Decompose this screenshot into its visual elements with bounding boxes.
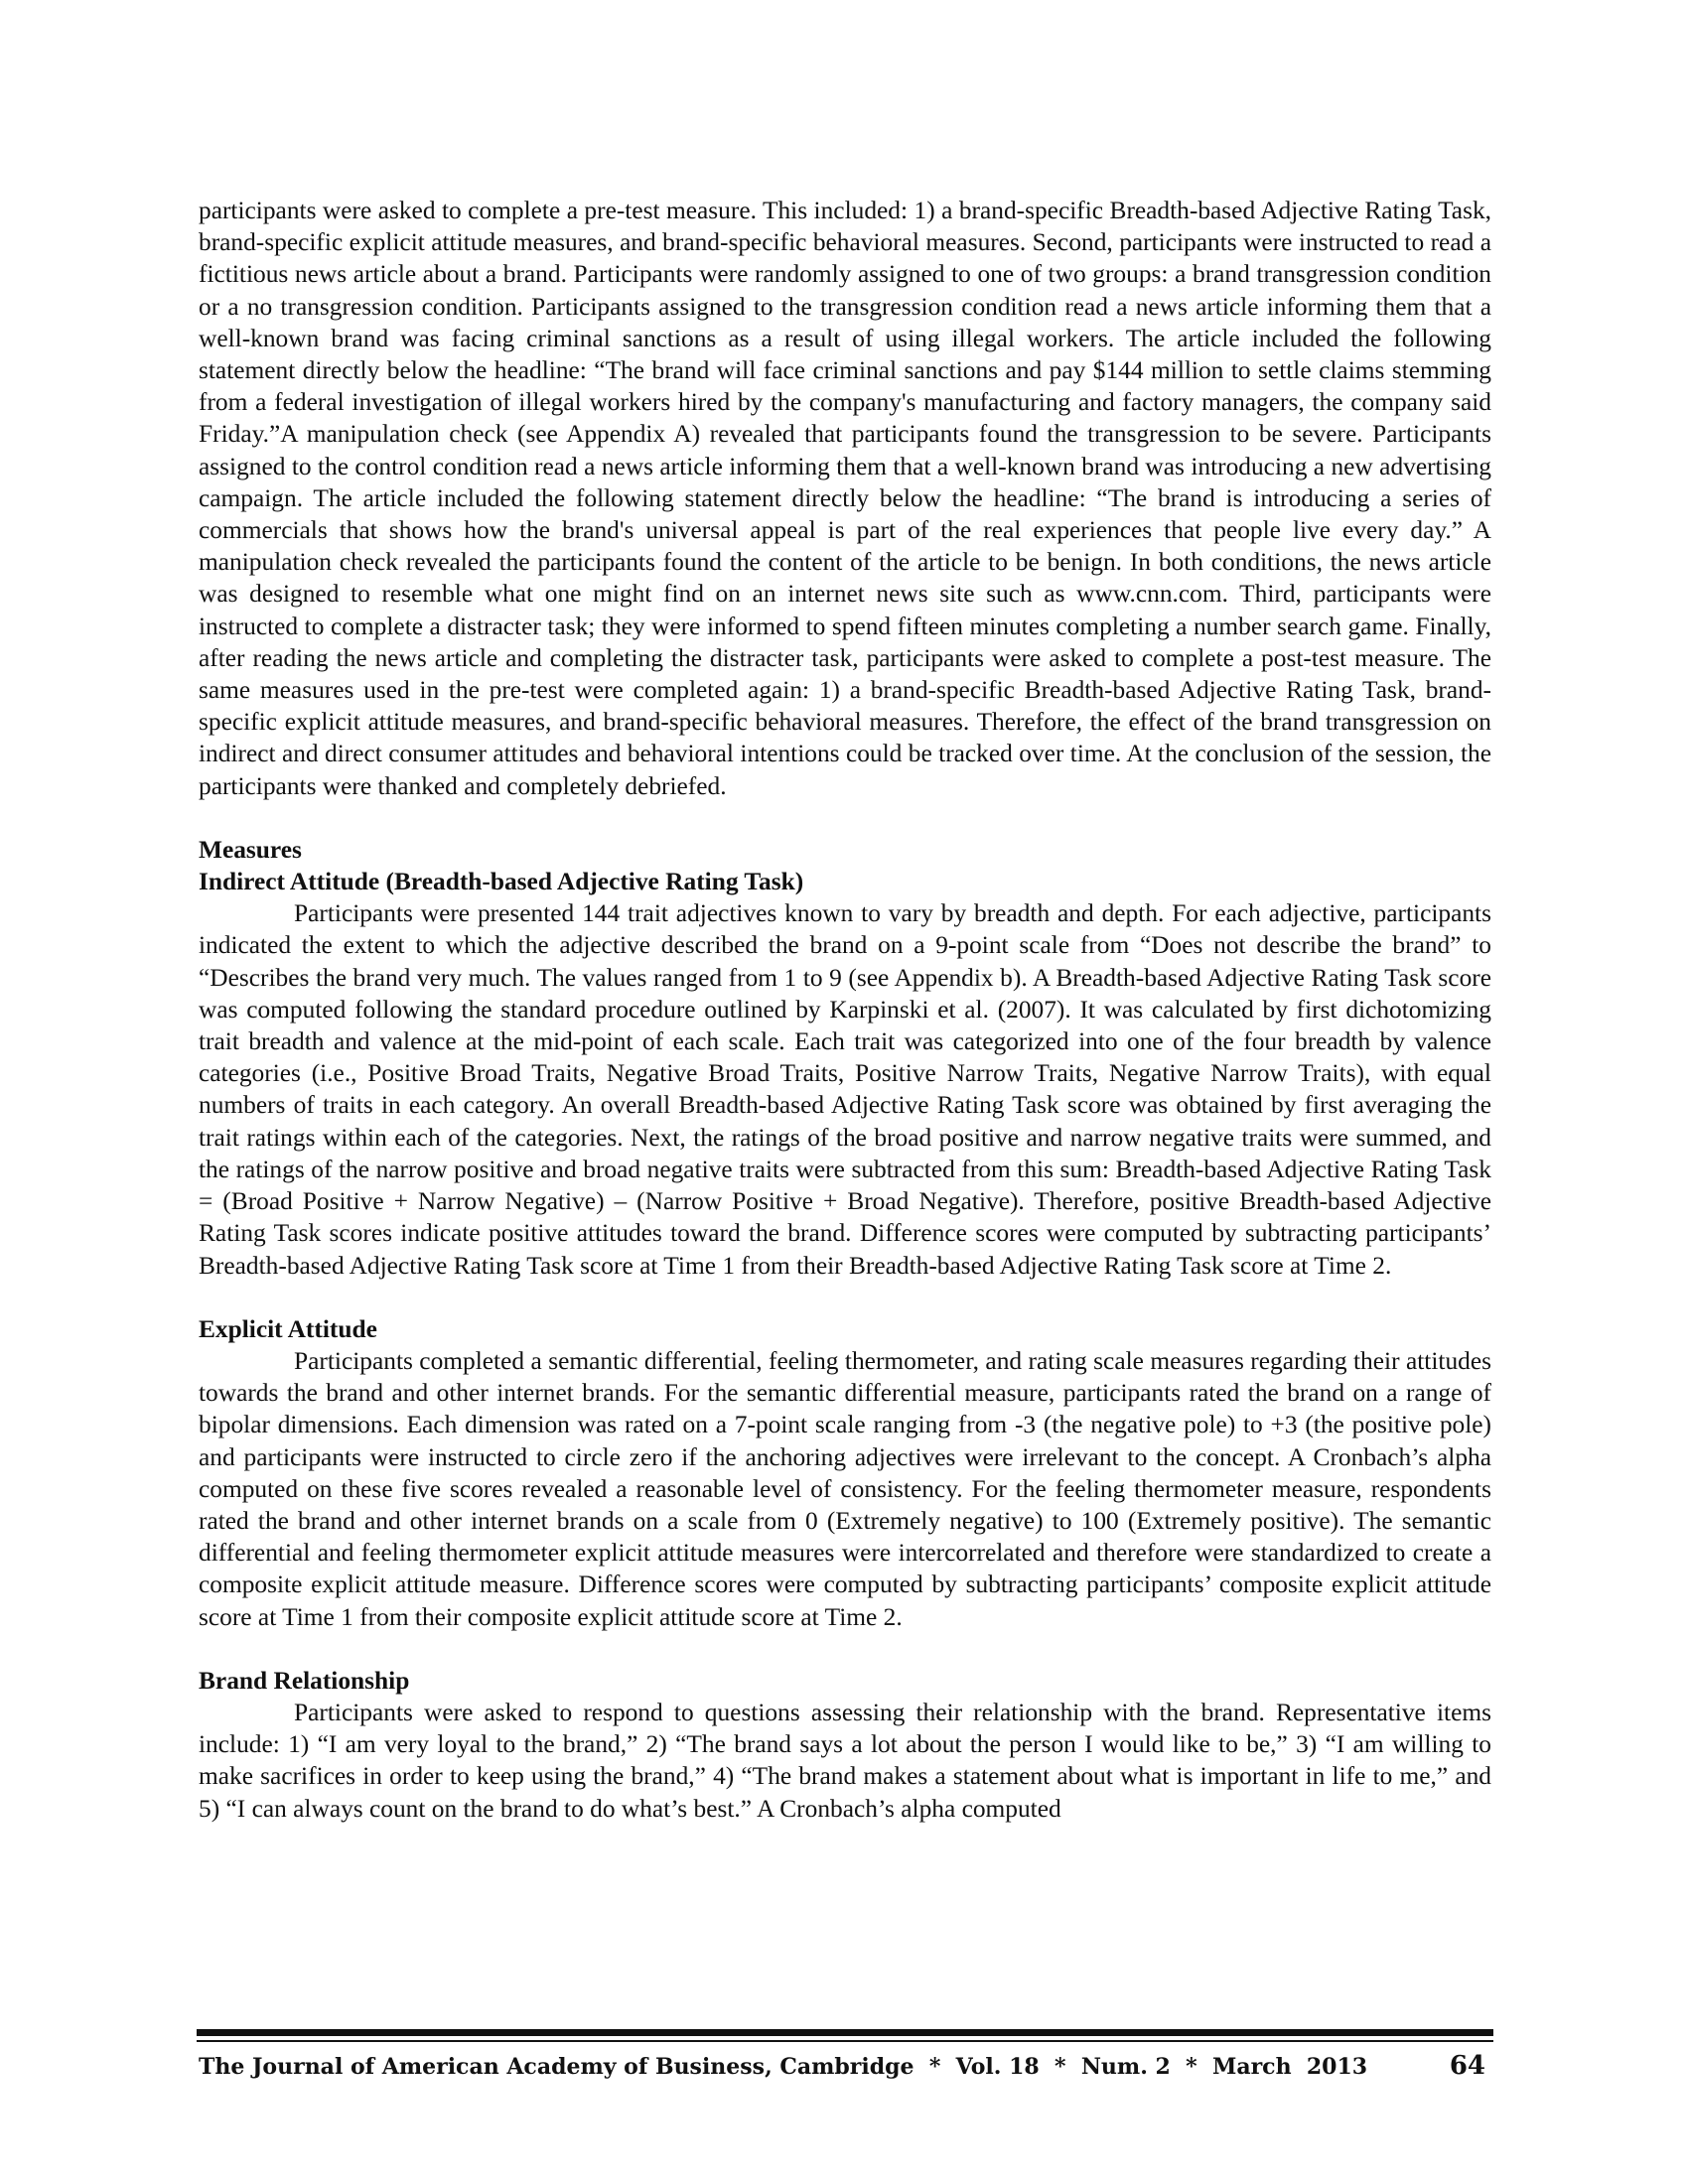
- journal-footer: The Journal of American Academy of Business, Cambridge * Vol. 18 * Num. 2 * March 2013: [199, 2054, 1368, 2080]
- indirect-attitude-paragraph: Participants were presented 144 trait adjectives known to vary by breadth and depth. For each adjective, participants indicated the extent to which the adjective described the brand on a 9-point scale from “Does not describe the brand” to “Describes the brand very much. The values ranged from 1 to 9 (see Appendix b). A Breadth-based Adjective Rating Task score was computed following the standard procedure outlined by Karpinski et al. (2007). It was calculated by first dichotomizing trait breadth and valence at the mid-point of each scale. Each trait was categorized into one of the four breadth by valence categories (i.e., Positive Broad Traits, Negative Broad Traits, Positive Narrow Traits, Negative Narrow Traits), with equal numbers of traits in each category. An overall Breadth-based Adjective Rating Task score was obtained by first averaging the trait ratings within each of the categories. Next, the ratings of the broad positive and narrow negative traits were summed, and the ratings of the narrow positive and broad negative traits were subtracted from this sum: Breadth-based Adjective Rating Task = (Broad Positive + Narrow Negative) – (Narrow Positive + Broad Negative). Therefore, positive Breadth-based Adjective Rating Task scores indicate positive attitudes toward the brand. Difference scores were computed by subtracting participants’ Breadth-based Adjective Rating Task score at Time 1 from their Breadth-based Adjective Rating Task score at Time 2.: [199, 899, 1491, 1280]
- footer-rule-thin: [197, 2040, 1493, 2042]
- spacer: [199, 1633, 1491, 1665]
- explicit-attitude-paragraph: Participants completed a semantic differential, feeling thermometer, and rating scale measures regarding their attitudes towards the brand and other internet brands. For the semantic differential measure, participants rated the brand on a range of bipolar dimensions. Each dimension was rated on a 7-point scale ranging from -3 (the negative pole) to +3 (the positive pole) and participants were instructed to circle zero if the anchoring adjectives were irrelevant to the concept. A Cronbach’s alpha computed on these five scores revealed a reasonable level of consistency. For the feeling thermometer measure, respondents rated the brand and other internet brands on a scale from 0 (Extremely negative) to 100 (Extremely positive). The semantic differential and feeling thermometer explicit attitude measures were intercorrelated and therefore were standardized to create a composite explicit attitude measure. Difference scores were computed by subtracting participants’ composite explicit attitude score at Time 1 from their composite explicit attitude score at Time 2.: [199, 1346, 1491, 1631]
- page-number: 64: [1449, 2051, 1485, 2081]
- article-body: [199, 195, 1491, 1825]
- subsection-heading-indirect-attitude: Indirect Attitude (Breadth-based Adjective Rating Task): [199, 868, 804, 896]
- brand-relationship-paragraph: Participants were asked to respond to questions assessing their relationship with the brand. Representative items include: 1) “I am very loyal to the brand,” 2) “The brand says a lot about the person I would like to be,” 3) “I am willing to make sacrifices in order to keep using the brand,” 4) “The brand makes a statement about what is important in life to me,” and 5) “I can always count on the brand to do what’s best.” A Cronbach’s alpha computed: [199, 1698, 1491, 1823]
- method-procedure-paragraph: participants were asked to complete a pre-test measure. This included: 1) a brand-specific Breadth-based Adjective Rating Task, brand-specific explicit attitude measures, and brand-specific behavioral measures. Second, participants were instructed to read a fictitious news article about a brand. Participants were randomly assigned to one of two groups: a brand transgression condition or a no transgression condition. Participants assigned to the transgression condition read a news article informing them that a well-known brand was facing criminal sanctions as a result of using illegal workers. The article included the following statement directly below the headline: “The brand will face criminal sanctions and pay $144 million to settle claims stemming from a federal investigation of illegal workers hired by the company's manufacturing and factory managers, the company said Friday.”A manipulation check (see Appendix A) revealed that participants found the transgression to be severe. Participants assigned to the control condition read a news article informing them that a well-known brand was introducing a new advertising campaign. The article included the following statement directly below the headline: “The brand is introducing a series of commercials that shows how the brand's universal appeal is part of the real experiences that people live every day.” A manipulation check revealed the participants found the content of the article to be benign. In both conditions, the news article was designed to resemble what one might find on an internet news site such as www.cnn.com. Third, participants were instructed to complete a distracter task; they were informed to spend fifteen minutes completing a number search game. Finally, after reading the news article and completing the distracter task, participants were asked to complete a post-test measure. The same measures used in the pre-test were completed again: 1) a brand-specific Breadth-based Adjective Rating Task, brand-specific explicit attitude measures, and brand-specific behavioral measures. Therefore, the effect of the brand transgression on indirect and direct consumer attitudes and behavioral intentions could be tracked over time. At the conclusion of the session, the participants were thanked and completely debriefed.: [199, 197, 1491, 800]
- subsection-heading-explicit-attitude: Explicit Attitude: [199, 1314, 377, 1343]
- spacer: [199, 802, 1491, 834]
- footer-rule: [197, 2029, 1493, 2036]
- section-heading-measures: Measures: [199, 835, 302, 864]
- subsection-heading-brand-relationship: Brand Relationship: [199, 1666, 410, 1695]
- spacer: [199, 1282, 1491, 1313]
